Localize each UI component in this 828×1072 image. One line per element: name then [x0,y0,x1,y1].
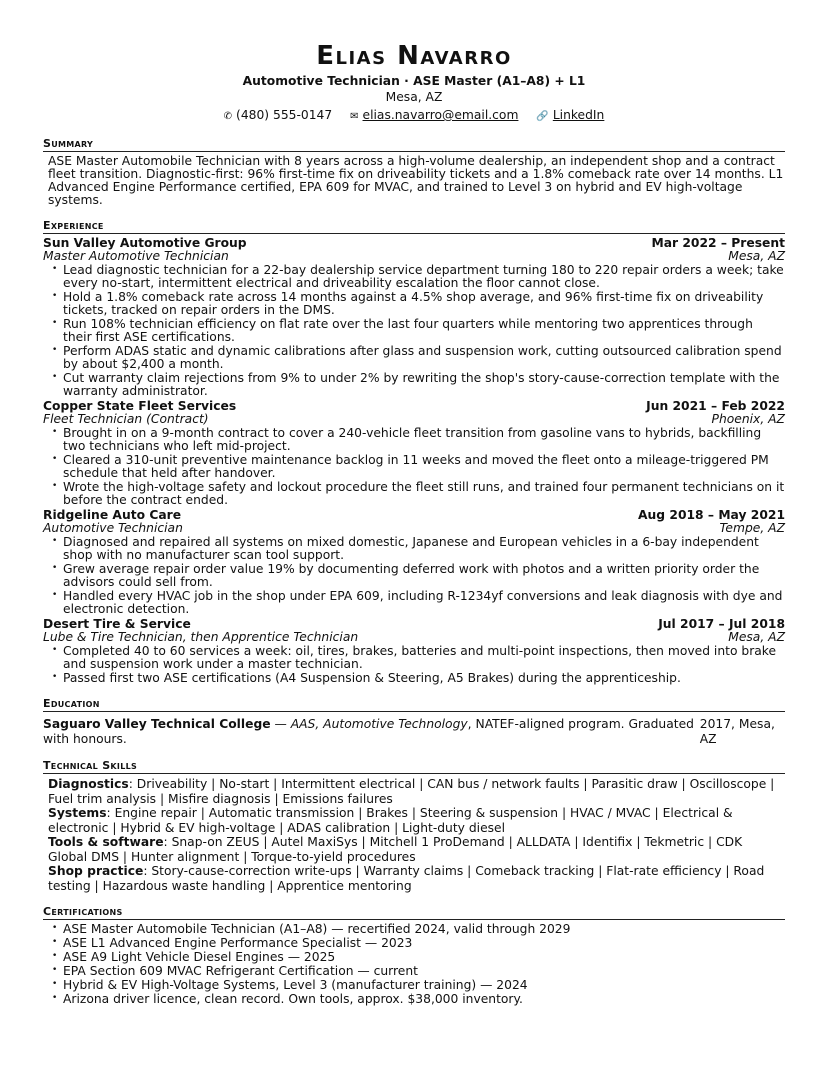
skills-list [43,777,785,893]
job-entry [43,400,785,507]
bullet-dot-icon: • [52,965,58,975]
job-bullet [52,317,785,344]
job-role: Automotive Technician [43,521,183,535]
phone-icon: ✆ [223,111,233,122]
school-name: Saguaro Valley Technical College [43,717,271,731]
certification-item [52,950,785,964]
section-title-education: Education [43,697,785,712]
summary-section [43,137,785,207]
bullet-text: Lead diagnostic technician for a 22-bay dealership service department turning 180 to 220 repair orders a week; take every no-start, intermittent electrical and driveability escalation the floor cannot close. [63,263,784,290]
bullet-dot-icon: • [52,590,58,600]
skills-section [43,759,785,893]
phone-item [224,107,333,125]
job-location: Mesa, AZ [728,249,785,263]
section-title-summary: Summary [43,137,785,152]
job-bullet [52,535,785,562]
company-name: Copper State Fleet Services [43,399,237,413]
bullet-dot-icon: • [52,993,58,1003]
skill-row [48,777,785,806]
bullet-dot-icon: • [52,951,58,961]
bullet-dot-icon: • [52,264,58,274]
bullet-text: EPA Section 609 MVAC Refrigerant Certification — current [63,964,418,978]
skill-text: : Snap-on ZEUS | Autel MaxiSys | Mitchell 1 ProDemand | ALLDATA | Identifix | Tekmetric | CDK Global DMS | Hunter alignment | Torque-to-yield procedures [48,835,743,864]
job-entry [43,237,785,398]
bullet-text: ASE A9 Light Vehicle Diesel Engines — 2025 [63,950,336,964]
skill-text: : Story-cause-correction write-ups | Warranty claims | Comeback tracking | Flat-rate efficiency | Road testing | Hazardous waste handling | Apprentice mentoring [48,864,765,893]
bullet-text: Cut warranty claim rejections from 9% to under 2% by rewriting the shop's story-cause-correction template with the warranty administrator. [63,371,780,398]
skill-label: Shop practice [48,864,144,878]
bullet-dot-icon: • [52,427,58,437]
bullet-text: ASE Master Automobile Technician (A1–A8) — recertified 2024, valid through 2029 [63,922,571,936]
bullet-dot-icon: • [52,291,58,301]
company-name: Sun Valley Automotive Group [43,236,247,250]
education-dash: — [270,717,291,731]
skill-label: Tools & software [48,835,164,849]
jobs-list [43,237,785,685]
job-location: Tempe, AZ [719,521,785,535]
location: Mesa, AZ [385,90,443,104]
bullet-dot-icon: • [52,672,58,682]
job-bullets [43,427,785,507]
job-role: Lube & Tire Technician, then Apprentice Technician [43,630,359,644]
bullet-text: Run 108% technician efficiency on flat rate over the last four quarters while mentoring two apprentices through their first ASE certifications. [63,317,753,344]
job-subheader [43,631,785,644]
certifications-list [43,923,785,1006]
bullet-dot-icon: • [52,923,58,933]
job-bullets [43,645,785,685]
bullet-text: Handled every HVAC job in the shop under EPA 609, including R-1234yf conversions and leak diagnosis with dye and electronic detection. [63,589,783,616]
bullet-text: Grew average repair order value 19% by documenting deferred work with photos and a written priority order the advisors could sell from. [63,562,760,589]
certification-item [52,936,785,950]
section-title-experience: Experience [43,219,785,234]
bullet-text: Perform ADAS static and dynamic calibrations after glass and suspension work, cutting outsourced calibration spend by about $2,400 a month. [63,344,782,371]
bullet-text: Passed first two ASE certifications (A4 Suspension & Steering, A5 Brakes) during the apprenticeship. [63,671,681,685]
bullet-text: Hold a 1.8% comeback rate across 14 months against a 4.5% shop average, and 96% first-time fix on driveability tickets, tracked on repair orders in the DMS. [63,290,764,317]
skill-label: Diagnostics [48,777,129,791]
job-bullet [52,480,785,507]
job-bullet [52,671,785,685]
linkedin-item[interactable] [536,107,604,125]
education-section [43,697,785,747]
job-subheader [43,413,785,426]
section-title-skills: Technical Skills [43,759,785,774]
degree: AAS, Automotive Technology [290,717,468,731]
job-subheader [43,250,785,263]
job-entry [43,509,785,616]
bullet-text: Wrote the high-voltage safety and lockout procedure the fleet still runs, and trained four permanent technicians on it before the contract ended. [63,480,785,507]
job-bullets [43,264,785,398]
section-title-certifications: Certifications [43,905,785,920]
skill-row [48,835,785,864]
job-dates: Jun 2021 – Feb 2022 [646,399,785,413]
bullet-text: Cleared a 310-unit preventive maintenance backlog in 11 weeks and moved the fleet onto a mileage-triggered PM schedule that held after handover. [63,453,769,480]
skill-text: : Engine repair | Automatic transmission | Brakes | Steering & suspension | HVAC / MVAC | Electrical & electronic | Hybrid & EV high-voltage | ADAS calibration | Light-duty diesel [48,806,733,835]
job-bullet [52,562,785,589]
email-link[interactable]: elias.navarro@email.com [362,108,519,122]
bullet-dot-icon: • [52,563,58,573]
certifications-section [43,905,785,1006]
bullet-text: Brought in on a 9-month contract to cover a 240-vehicle fleet transition from gasoline vans to hybrids, backfilling two technicians who left mid-project. [63,426,762,453]
job-bullet [52,589,785,616]
company-name: Ridgeline Auto Care [43,508,182,522]
job-bullet [52,263,785,290]
bullet-dot-icon: • [52,372,58,382]
education-details [43,717,700,747]
email-icon: ✉ [350,111,359,122]
education-year-place: 2017, Mesa, AZ [699,717,775,746]
bullet-dot-icon: • [52,454,58,464]
linkedin-link[interactable]: LinkedIn [552,108,605,122]
job-role: Fleet Technician (Contract) [43,412,209,426]
job-role: Master Automotive Technician [43,249,229,263]
headline: Automotive Technician · ASE Master (A1–A8) + L1 [242,74,586,88]
job-bullet [52,426,785,453]
job-dates: Mar 2022 – Present [651,236,785,250]
skill-row [48,806,785,835]
skill-row [48,864,785,893]
bullet-dot-icon: • [52,645,58,655]
certification-item [52,992,785,1006]
job-bullet [52,453,785,480]
job-bullet [52,290,785,317]
job-location: Phoenix, AZ [711,412,785,426]
job-bullet [52,644,785,671]
candidate-name: Elias Navarro [316,41,512,71]
link-icon: 🔗 [536,111,549,122]
job-bullets [43,536,785,616]
email-item[interactable] [350,107,518,125]
resume-page [43,40,785,1006]
job-bullet [52,371,785,398]
bullet-text: ASE L1 Advanced Engine Performance Specialist — 2023 [63,936,413,950]
bullet-text: Arizona driver licence, clean record. Own tools, approx. $38,000 inventory. [63,992,523,1006]
bullet-text: Hybrid & EV High-Voltage Systems, Level 3 (manufacturer training) — 2024 [63,978,528,992]
job-dates: Jul 2017 – Jul 2018 [658,617,785,631]
job-dates: Aug 2018 – May 2021 [638,508,785,522]
job-bullet [52,344,785,371]
bullet-text: Completed 40 to 60 services a week: oil, tires, brakes, batteries and multi-point inspections, then moved into brake and suspension work under a master technician. [63,644,777,671]
education-detail: , NATEF-aligned program. Graduated with honours. [43,717,694,746]
bullet-dot-icon: • [52,536,58,546]
job-location: Mesa, AZ [728,630,785,644]
certification-item [52,922,785,936]
phone-number: (480) 555-0147 [236,108,333,122]
certification-item [52,964,785,978]
certification-item [52,978,785,992]
bullet-text: Diagnosed and repaired all systems on mixed domestic, Japanese and European vehicles in a 6-bay independent shop with no manufacturer scan tool support. [63,535,759,562]
company-name: Desert Tire & Service [43,617,191,631]
contact-line [43,107,785,125]
job-entry [43,618,785,685]
experience-section [43,219,785,685]
skill-text: : Driveability | No-start | Intermittent electrical | CAN bus / network faults | Parasitic draw | Oscilloscope | Fuel trim analysis | Misfire diagnosis | Emissions failures [48,777,775,806]
bullet-dot-icon: • [52,345,58,355]
summary-text: ASE Master Automobile Technician with 8 years across a high-volume dealership, an independent shop and a contract fleet transition. Diagnostic-first: 96% first-time fix on driveability tickets and a 1.8% comeback rate over 14 months. L1 Advanced Engine Performance certified, EPA 609 for MVAC, and trained to Level 3 on hybrid and EV high-voltage systems. [48,154,784,207]
skill-label: Systems [48,806,107,820]
education-entry [43,715,785,747]
job-subheader [43,522,785,535]
bullet-dot-icon: • [52,481,58,491]
bullet-dot-icon: • [52,937,58,947]
bullet-dot-icon: • [52,318,58,328]
bullet-dot-icon: • [52,979,58,989]
